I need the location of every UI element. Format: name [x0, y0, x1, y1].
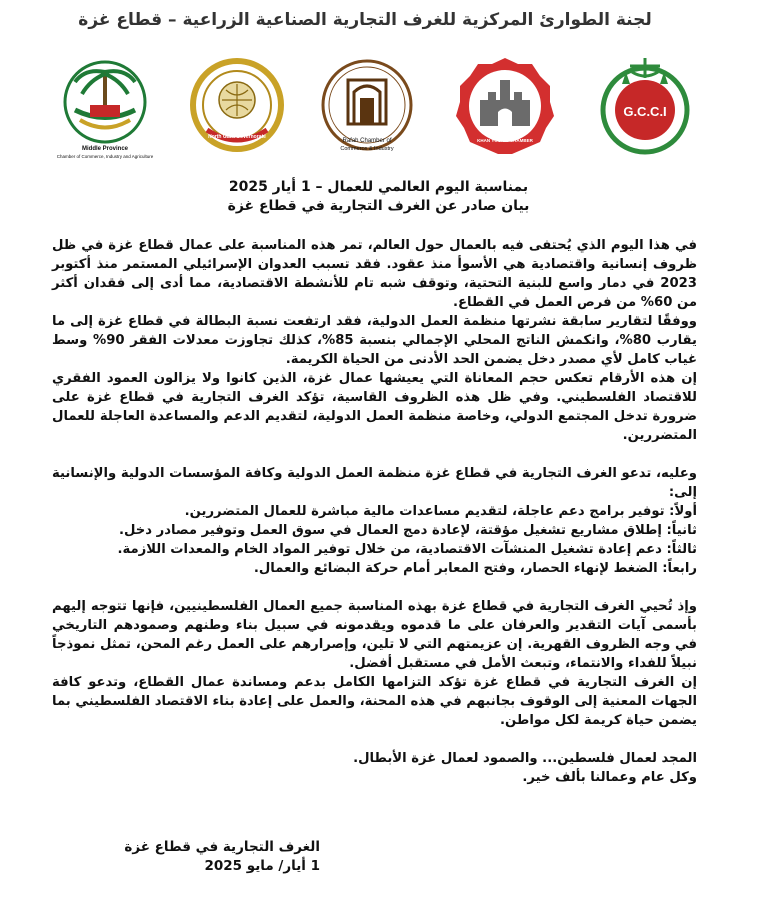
logos-row — [50, 50, 710, 160]
demand-fourth: رابعاً: الضغط لإنهاء الحصار، وفتح المعابر أمام حركة البضائع والعمال. — [253, 561, 697, 576]
header-title: لجنة الطوارئ المركزية للغرف التجارية الصناعية الزراعية – قطاع غزة — [78, 10, 652, 30]
demand-second: ثانياً: إطلاق مشاريع تشغيل مؤقتة، لإعادة دمج العمال في سوق العمل وتوفير مصادر دخل. — [118, 523, 697, 538]
statement-body — [52, 236, 697, 787]
gaza-chamber-logo — [590, 50, 700, 160]
demand-third: ثالثاً: دعم إعادة تشغيل المنشآت الاقتصادية، من خلال توفير المواد الخام والمعدات اللازمة. — [117, 542, 697, 557]
paragraph-intro: في هذا اليوم الذي يُحتفى فيه بالعمال حول العالم، تمر هذه المناسبة على عمال قطاع غزة في ظل ظروف إنسانية واقتصادية هي الأسوأ منذ عقود. فقد تسبب العدوان الإسرائيلي المستمر منذ أكتوبر 2023 في دمار واسع للبنية التحتية، وتوقف شبه تام للأنشطة الاقتصادية، مما أدى إلى فقدان أكثر من 60% من فرص العمل في القطاع. — [52, 238, 697, 310]
signature-issuer: الغرف التجارية في قطاع غزة — [124, 839, 320, 855]
demand-first: أولاً: توفير برامج دعم عاجلة، لتقديم مساعدات مالية مباشرة للعمال المتضررين. — [184, 504, 697, 519]
signature-date: 1 أيار/ مايو 2025 — [204, 858, 320, 874]
title-line-issuer: بيان صادر عن الغرف التجارية في قطاع غزة — [227, 198, 530, 214]
svg-text:G.C.C.I: G.C.C.I — [623, 104, 667, 119]
paragraph-salute: وإذ تُحيي الغرف التجارية في قطاع غزة بهذه المناسبة جميع العمال الفلسطينيين، فإنها تتوجه إليهم بأسمى آيات التقدير والعرفان على ما قدموه ويقدمونه في سبيل بناء وطنهم وصمودهم التاريخي في وجه الظروف القهرية. إن عزيمتهم التي لا تلين، وإصرارهم على العمل رغم المحن، تمثل نموذجاً نبيلاً للفداء والانتماء، وتبعث الأمل في مستقبل أفضل. — [52, 599, 697, 671]
signature-block — [120, 838, 320, 876]
statement-title — [0, 178, 757, 216]
closing-line-2: وكل عام وعمالنا بألف خير. — [522, 770, 697, 785]
svg-text:KHAN YOUNIS CHAMBER: KHAN YOUNIS CHAMBER — [477, 138, 533, 143]
rafah-chamber-logo — [312, 50, 422, 160]
north-gaza-chamber-logo — [182, 50, 292, 160]
paragraph-commitment: إن الغرف التجارية في قطاع غزة تؤكد التزامها الكامل بدعم ومساندة عمال القطاع، وتدعو كافة الجهات المعنية إلى الوقوف بجانبهم في هذه المحنة، والعمل على إعادة بناء الاقتصاد الفلسطيني بما يضمن حياة كريمة لكل مواطن. — [52, 675, 697, 728]
paragraph-call: وعليه، تدعو الغرف التجارية في قطاع غزة منظمة العمل الدولية وكافة المؤسسات الدولية والإنسانية إلى: — [52, 466, 697, 500]
svg-text:Commerce & Industry: Commerce & Industry — [340, 146, 394, 152]
middle-province-chamber-logo — [50, 50, 160, 160]
svg-text:Chamber of Commerce, Industry: Chamber of Commerce, Industry and Agriculture — [56, 154, 154, 159]
title-line-occasion: بمناسبة اليوم العالمي للعمال – 1 أيار 2025 — [228, 179, 529, 195]
svg-text:North Gaza Governorate: North Gaza Governorate — [208, 134, 266, 140]
svg-text:Middle Province: Middle Province — [81, 146, 129, 152]
khan-younis-chamber-logo — [450, 50, 560, 160]
paragraph-suffering: إن هذه الأرقام تعكس حجم المعاناة التي يعيشها عمال غزة، الذين كانوا ولا يزالون العمود الفقري للاقتصاد الفلسطيني. وفي ظل هذه الظروف القاسية، تؤكد الغرف التجارية في قطاع غزة على ضرورة تدخل المجتمع الدولي، وخاصة منظمة العمل الدولية، لتقديم الدعم والمساعدة العاجلة للعمال المتضررين. — [52, 371, 697, 443]
svg-text:Rafah Chamber of: Rafah Chamber of — [342, 138, 392, 144]
closing-line-1: المجد لعمال فلسطين... والصمود لعمال غزة الأبطال. — [353, 751, 697, 766]
paragraph-ilo-figures: ووفقًا لتقارير سابقة نشرتها منظمة العمل الدولية، فقد ارتفعت نسبة البطالة في قطاع غزة إلى ما يقارب 80%، وانكمش الناتج المحلي الإجمالي بنسبة 85%، كذلك تجاوزت معدلات الفقر 90% وسط غياب كامل لأي مصدر دخل يضمن الحد الأدنى من الحياة الكريمة. — [52, 314, 698, 367]
